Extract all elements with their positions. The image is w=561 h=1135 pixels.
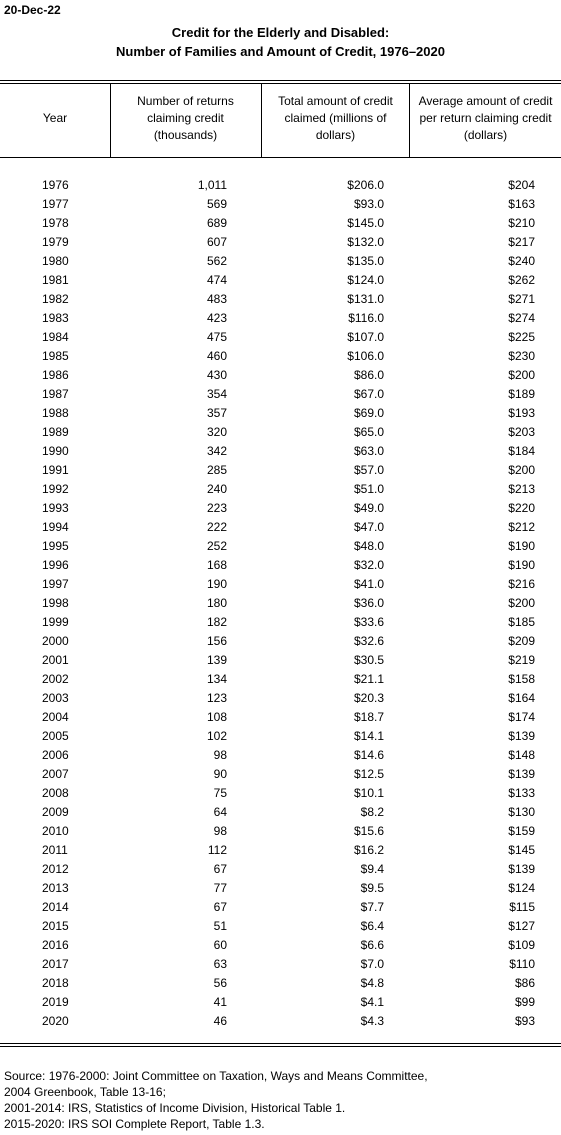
cell-average-credit: $225	[508, 330, 535, 344]
cell-total-credit: $51.0	[353, 482, 384, 496]
cell-year: 1988	[42, 406, 69, 420]
cell-total-credit: $15.6	[353, 824, 384, 838]
cell-returns: 67	[213, 862, 227, 876]
cell-average-credit: $109	[508, 938, 535, 952]
cell-average-credit: $209	[508, 634, 535, 648]
cell-year: 1998	[42, 596, 69, 610]
table-row	[0, 556, 561, 575]
cell-returns: 607	[206, 235, 227, 249]
cell-average-credit: $203	[508, 425, 535, 439]
cell-returns: 63	[213, 957, 227, 971]
table-row	[0, 461, 561, 480]
table-row	[0, 347, 561, 366]
cell-average-credit: $86	[514, 976, 535, 990]
table-row	[0, 385, 561, 404]
cell-returns: 252	[206, 539, 227, 553]
cell-average-credit: $230	[508, 349, 535, 363]
table-row	[0, 252, 561, 271]
cell-total-credit: $206.0	[347, 178, 384, 192]
cell-returns: 139	[206, 653, 227, 667]
cell-returns: 98	[213, 824, 227, 838]
cell-returns: 102	[206, 729, 227, 743]
cell-total-credit: $107.0	[347, 330, 384, 344]
table-row	[0, 309, 561, 328]
table-row	[0, 993, 561, 1012]
cell-total-credit: $145.0	[347, 216, 384, 230]
cell-year: 2013	[42, 881, 69, 895]
cell-returns: 1,011	[197, 178, 227, 192]
cell-returns: 320	[206, 425, 227, 439]
cell-returns: 108	[206, 710, 227, 724]
cell-total-credit: $4.1	[360, 995, 384, 1009]
cell-average-credit: $190	[508, 558, 535, 572]
cell-total-credit: $93.0	[353, 197, 384, 211]
cell-average-credit: $184	[508, 444, 535, 458]
cell-total-credit: $6.6	[360, 938, 384, 952]
cell-year: 2009	[42, 805, 69, 819]
table-row	[0, 537, 561, 556]
table-row	[0, 518, 561, 537]
cell-average-credit: $190	[508, 539, 535, 553]
cell-average-credit: $174	[508, 710, 535, 724]
cell-average-credit: $99	[514, 995, 535, 1009]
source-note	[4, 1068, 428, 1132]
header-line: (thousands)	[153, 128, 218, 142]
table-row	[0, 689, 561, 708]
header-returns	[110, 93, 261, 144]
cell-total-credit: $12.5	[353, 767, 384, 781]
cell-returns: 77	[213, 881, 227, 895]
table-row	[0, 784, 561, 803]
cell-year: 2019	[42, 995, 69, 1009]
cell-year: 1978	[42, 216, 69, 230]
cell-total-credit: $33.6	[353, 615, 384, 629]
table-row	[0, 1012, 561, 1031]
cell-year: 1996	[42, 558, 69, 572]
cell-returns: 689	[206, 216, 227, 230]
table-row	[0, 936, 561, 955]
cell-average-credit: $139	[508, 729, 535, 743]
cell-returns: 51	[213, 919, 227, 933]
cell-average-credit: $110	[509, 957, 535, 971]
cell-total-credit: $86.0	[353, 368, 384, 382]
cell-total-credit: $106.0	[347, 349, 384, 363]
cell-returns: 460	[206, 349, 227, 363]
cell-average-credit: $130	[508, 805, 535, 819]
cell-average-credit: $210	[508, 216, 535, 230]
cell-returns: 562	[206, 254, 227, 268]
table-row	[0, 727, 561, 746]
cell-year: 1980	[42, 254, 69, 268]
table-row	[0, 366, 561, 385]
cell-year: 2005	[42, 729, 69, 743]
cell-year: 2004	[42, 710, 69, 724]
cell-year: 1991	[42, 463, 69, 477]
cell-year: 1994	[42, 520, 69, 534]
table-title: Credit for the Elderly and Disabled:	[171, 25, 390, 40]
cell-average-credit: $200	[508, 596, 535, 610]
cell-returns: 423	[206, 311, 227, 325]
source-line: 2001-2014: IRS, Statistics of Income Division, Historical Table 1.	[4, 1101, 346, 1115]
cell-year: 2018	[42, 976, 69, 990]
cell-returns: 182	[206, 615, 227, 629]
cell-year: 2001	[42, 653, 69, 667]
cell-total-credit: $14.1	[353, 729, 384, 743]
header-rule	[0, 157, 561, 158]
cell-returns: 46	[213, 1014, 227, 1028]
cell-total-credit: $4.3	[360, 1014, 384, 1028]
cell-average-credit: $127	[508, 919, 535, 933]
source-line: Source: 1976-2000: Joint Committee on Taxation, Ways and Means Committee,	[4, 1069, 428, 1083]
cell-returns: 123	[206, 691, 227, 705]
header-line: Number of returns	[137, 94, 234, 108]
cell-total-credit: $7.7	[360, 900, 384, 914]
cell-returns: 354	[206, 387, 227, 401]
cell-year: 2020	[42, 1014, 69, 1028]
cell-average-credit: $216	[508, 577, 535, 591]
cell-total-credit: $20.3	[353, 691, 384, 705]
cell-year: 2007	[42, 767, 69, 781]
table-row	[0, 898, 561, 917]
cell-returns: 67	[213, 900, 227, 914]
cell-returns: 98	[213, 748, 227, 762]
cell-average-credit: $274	[508, 311, 535, 325]
cell-year: 1983	[42, 311, 69, 325]
table-row	[0, 822, 561, 841]
source-line: 2015-2020: IRS SOI Complete Report, Table 1.3.	[4, 1117, 265, 1131]
table-row	[0, 480, 561, 499]
cell-total-credit: $32.0	[353, 558, 384, 572]
cell-year: 1990	[42, 444, 69, 458]
table-row	[0, 233, 561, 252]
cell-total-credit: $135.0	[347, 254, 384, 268]
cell-year: 2000	[42, 634, 69, 648]
cell-returns: 75	[213, 786, 227, 800]
cell-year: 1977	[42, 197, 69, 211]
cell-average-credit: $163	[508, 197, 535, 211]
cell-year: 1989	[42, 425, 69, 439]
cell-total-credit: $32.6	[353, 634, 384, 648]
cell-total-credit: $67.0	[353, 387, 384, 401]
source-line: 2004 Greenbook, Table 13-16;	[4, 1085, 166, 1099]
cell-average-credit: $212	[508, 520, 535, 534]
cell-total-credit: $9.4	[360, 862, 384, 876]
table-row	[0, 670, 561, 689]
cell-total-credit: $48.0	[353, 539, 384, 553]
cell-total-credit: $10.1	[353, 786, 384, 800]
header-line: claimed (millions of	[284, 111, 387, 125]
cell-total-credit: $47.0	[353, 520, 384, 534]
table-row	[0, 423, 561, 442]
cell-average-credit: $115	[509, 900, 535, 914]
cell-returns: 223	[206, 501, 227, 515]
cell-total-credit: $16.2	[353, 843, 384, 857]
cell-average-credit: $204	[508, 178, 535, 192]
cell-average-credit: $145	[508, 843, 535, 857]
cell-total-credit: $14.6	[353, 748, 384, 762]
cell-average-credit: $213	[508, 482, 535, 496]
table-row	[0, 214, 561, 233]
cell-returns: 430	[206, 368, 227, 382]
cell-total-credit: $18.7	[353, 710, 384, 724]
cell-total-credit: $132.0	[347, 235, 384, 249]
table-row	[0, 879, 561, 898]
cell-year: 1982	[42, 292, 69, 306]
header-year: Year	[42, 111, 68, 125]
header-line: Total amount of credit	[278, 94, 393, 108]
table-row	[0, 803, 561, 822]
cell-average-credit: $220	[508, 501, 535, 515]
bottom-rule	[0, 1043, 561, 1047]
cell-returns: 90	[213, 767, 227, 781]
cell-year: 2003	[42, 691, 69, 705]
cell-average-credit: $217	[508, 235, 535, 249]
cell-average-credit: $164	[508, 691, 535, 705]
cell-year: 2008	[42, 786, 69, 800]
cell-total-credit: $63.0	[353, 444, 384, 458]
header-line: per return claiming credit	[419, 111, 552, 125]
table-row	[0, 708, 561, 727]
cell-total-credit: $124.0	[347, 273, 384, 287]
cell-total-credit: $49.0	[353, 501, 384, 515]
cell-returns: 112	[207, 843, 227, 857]
cell-year: 2016	[42, 938, 69, 952]
table-subtitle: Number of Families and Amount of Credit, 1976–2020	[116, 44, 445, 59]
cell-year: 1993	[42, 501, 69, 515]
cell-year: 2011	[42, 843, 68, 857]
cell-average-credit: $193	[508, 406, 535, 420]
table-row	[0, 404, 561, 423]
table-row	[0, 613, 561, 632]
cell-returns: 475	[206, 330, 227, 344]
cell-average-credit: $93	[514, 1014, 535, 1028]
cell-returns: 56	[213, 976, 227, 990]
cell-average-credit: $185	[508, 615, 535, 629]
cell-returns: 168	[206, 558, 227, 572]
cell-year: 2010	[42, 824, 69, 838]
table-row	[0, 917, 561, 936]
cell-returns: 357	[206, 406, 227, 420]
cell-total-credit: $57.0	[353, 463, 384, 477]
cell-total-credit: $116.0	[348, 311, 384, 325]
cell-total-credit: $36.0	[353, 596, 384, 610]
cell-average-credit: $240	[508, 254, 535, 268]
table-row	[0, 176, 561, 195]
table-row	[0, 575, 561, 594]
cell-average-credit: $139	[508, 767, 535, 781]
cell-total-credit: $6.4	[360, 919, 384, 933]
cell-year: 2012	[42, 862, 69, 876]
cell-total-credit: $41.0	[353, 577, 384, 591]
cell-average-credit: $124	[508, 881, 535, 895]
cell-returns: 483	[206, 292, 227, 306]
cell-returns: 41	[213, 995, 227, 1009]
top-rule	[0, 80, 561, 84]
cell-returns: 474	[206, 273, 227, 287]
cell-year: 2015	[42, 919, 69, 933]
cell-average-credit: $133	[508, 786, 535, 800]
cell-year: 1995	[42, 539, 69, 553]
cell-average-credit: $159	[508, 824, 535, 838]
cell-year: 2014	[42, 900, 69, 914]
table-row	[0, 632, 561, 651]
cell-year: 1984	[42, 330, 69, 344]
cell-returns: 60	[213, 938, 227, 952]
cell-returns: 569	[206, 197, 227, 211]
cell-average-credit: $139	[508, 862, 535, 876]
table-row	[0, 765, 561, 784]
table-row	[0, 860, 561, 879]
table-row	[0, 328, 561, 347]
cell-returns: 222	[206, 520, 227, 534]
cell-total-credit: $9.5	[360, 881, 384, 895]
cell-year: 1997	[42, 577, 69, 591]
table-row	[0, 746, 561, 765]
table-row	[0, 195, 561, 214]
cell-total-credit: $7.0	[360, 957, 384, 971]
table-row	[0, 290, 561, 309]
table-row	[0, 594, 561, 613]
cell-average-credit: $148	[508, 748, 535, 762]
cell-average-credit: $219	[508, 653, 535, 667]
header-line: claiming credit	[147, 111, 224, 125]
table-body	[0, 176, 561, 1031]
cell-total-credit: $69.0	[353, 406, 384, 420]
cell-year: 1987	[42, 387, 69, 401]
cell-total-credit: $131.0	[347, 292, 384, 306]
cell-returns: 285	[206, 463, 227, 477]
header-line: Average amount of credit	[418, 94, 553, 108]
cell-returns: 190	[206, 577, 227, 591]
cell-average-credit: $189	[508, 387, 535, 401]
cell-average-credit: $262	[508, 273, 535, 287]
cell-year: 1981	[42, 273, 69, 287]
header-average-credit	[410, 93, 561, 144]
cell-year: 1999	[42, 615, 69, 629]
cell-returns: 240	[206, 482, 227, 496]
cell-year: 1979	[42, 235, 69, 249]
cell-returns: 180	[206, 596, 227, 610]
table-row	[0, 499, 561, 518]
cell-year: 1986	[42, 368, 69, 382]
table-row	[0, 442, 561, 461]
cell-returns: 64	[213, 805, 227, 819]
cell-year: 1985	[42, 349, 69, 363]
table-row	[0, 841, 561, 860]
cell-total-credit: $30.5	[353, 653, 384, 667]
cell-year: 2017	[42, 957, 69, 971]
cell-returns: 342	[206, 444, 227, 458]
table-row	[0, 974, 561, 993]
table-row	[0, 651, 561, 670]
header-line: dollars)	[315, 128, 356, 142]
cell-total-credit: $4.8	[360, 976, 384, 990]
cell-average-credit: $200	[508, 368, 535, 382]
cell-average-credit: $271	[508, 292, 535, 306]
cell-average-credit: $200	[508, 463, 535, 477]
cell-year: 2006	[42, 748, 69, 762]
cell-year: 1976	[42, 178, 69, 192]
cell-total-credit: $21.1	[353, 672, 384, 686]
report-date: 20-Dec-22	[4, 3, 61, 17]
cell-total-credit: $65.0	[353, 425, 384, 439]
cell-returns: 134	[206, 672, 227, 686]
cell-total-credit: $8.2	[360, 805, 384, 819]
header-line: (dollars)	[463, 128, 508, 142]
cell-average-credit: $158	[508, 672, 535, 686]
header-total-credit	[262, 93, 409, 144]
table-row	[0, 955, 561, 974]
cell-year: 1992	[42, 482, 69, 496]
table-row	[0, 271, 561, 290]
cell-year: 2002	[42, 672, 69, 686]
cell-returns: 156	[206, 634, 227, 648]
